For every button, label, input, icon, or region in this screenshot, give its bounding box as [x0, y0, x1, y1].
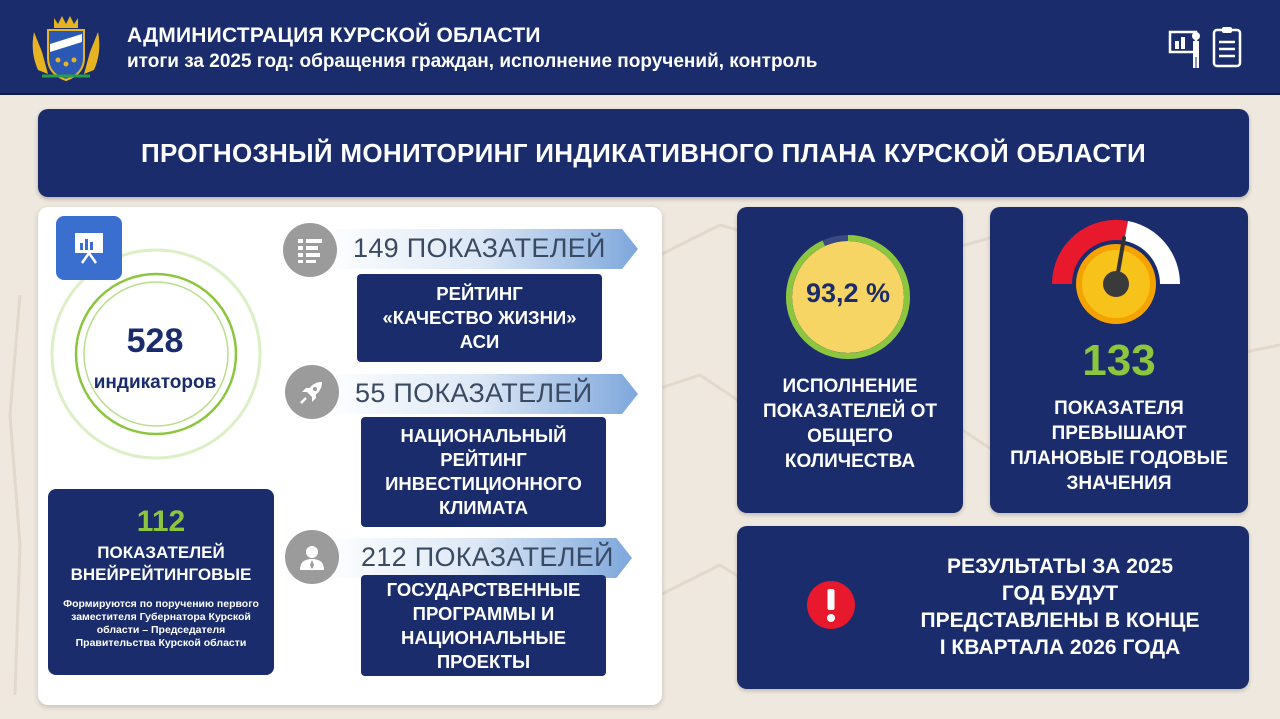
completion-line: ИСПОЛНЕНИЕ [782, 376, 918, 397]
list-icon [296, 236, 324, 264]
exceed-label [990, 396, 1248, 496]
results-line: РЕЗУЛЬТАТЫ ЗА 2025 [946, 555, 1174, 578]
extra-rating-value: 112 [136, 505, 186, 538]
header-icons [1168, 26, 1244, 70]
total-indicators-label: индикаторов [93, 372, 217, 393]
exceed-line: ПЛАНОВЫЕ ГОДОВЫЕ [1010, 448, 1228, 469]
extra-rating-note: Формируются по поручению первого заместителя Губернатора Курской области – Председателя Правительства Курской области [63, 598, 259, 649]
category-line: АСИ [459, 331, 500, 352]
category-icon-circle [285, 365, 339, 419]
checklist-icon [1214, 27, 1240, 66]
header-bar [0, 0, 1280, 95]
category-line: РЕЙТИНГ [440, 449, 527, 470]
section-banner [38, 109, 1249, 197]
presentation-board-icon [70, 230, 108, 266]
completion-line: ПОКАЗАТЕЛЕЙ ОТ [762, 401, 938, 422]
category-count: 55 ПОКАЗАТЕЛЕЙ [355, 378, 593, 408]
presentation-badge [56, 216, 122, 280]
category-box-state-programs [361, 575, 606, 676]
exceed-value: 133 [1082, 336, 1156, 385]
results-line: ПРЕДСТАВЛЕНЫ В КОНЦЕ [920, 609, 1200, 632]
completion-line: ОБЩЕГО [807, 426, 893, 447]
category-line: ПРОГРАММЫ И [412, 602, 555, 624]
category-count: 212 ПОКАЗАТЕЛЕЙ [361, 542, 614, 572]
category-line: «КАЧЕСТВО ЖИЗНИ» [382, 307, 577, 328]
speedometer-icon [1046, 218, 1186, 334]
results-line: I КВАРТАЛА 2026 ГОДА [939, 636, 1181, 659]
category-line: ПРОЕКТЫ [436, 650, 531, 672]
completion-line: КОЛИЧЕСТВА [784, 451, 916, 472]
completion-percent: 93,2 % [805, 278, 891, 308]
category-box-quality-of-life [357, 274, 602, 362]
exclamation-icon [803, 580, 859, 630]
banner-title: ПРОГНОЗНЫЙ МОНИТОРИНГ ИНДИКАТИВНОГО ПЛАНА КУРСКОЙ ОБЛАСТИ [141, 137, 1146, 168]
extra-label-line2: ВНЕЙРЕЙТИНГОВЫЕ [70, 565, 252, 584]
person-icon [298, 543, 326, 571]
category-icon-circle [285, 530, 339, 584]
category-line: ИНВЕСТИЦИОННОГО [385, 473, 582, 494]
total-indicators-value: 528 [126, 322, 184, 360]
completion-label [740, 374, 960, 474]
category-line: КЛИМАТА [439, 497, 528, 518]
kursk-coat-of-arms-icon [28, 12, 104, 82]
exceed-line: ЗНАЧЕНИЯ [1066, 473, 1172, 494]
header-title: АДМИНИСТРАЦИЯ КУРСКОЙ ОБЛАСТИ [127, 24, 541, 47]
results-line: ГОД БУДУТ [1001, 582, 1119, 605]
header-subtitle: итоги за 2025 год: обращения граждан, исполнение поручений, контроль [127, 51, 818, 72]
results-note [880, 553, 1240, 661]
extra-rating-label [48, 542, 274, 586]
category-box-investment-climate [361, 417, 606, 527]
rocket-icon [298, 378, 326, 406]
extra-label-line1: ПОКАЗАТЕЛЕЙ [97, 543, 225, 562]
exceed-line: ПРЕВЫШАЮТ [1051, 423, 1187, 444]
category-line: РЕЙТИНГ [436, 283, 523, 304]
category-line: НАЦИОНАЛЬНЫЙ [400, 425, 567, 446]
category-line: НАЦИОНАЛЬНЫЕ [401, 626, 566, 648]
category-line: ГОСУДАРСТВЕННЫЕ [386, 578, 581, 600]
category-icon-circle [283, 223, 337, 277]
exceed-line: ПОКАЗАТЕЛЯ [1054, 398, 1184, 419]
category-count: 149 ПОКАЗАТЕЛЕЙ [353, 233, 606, 263]
presenter-chart-icon [1170, 32, 1200, 68]
